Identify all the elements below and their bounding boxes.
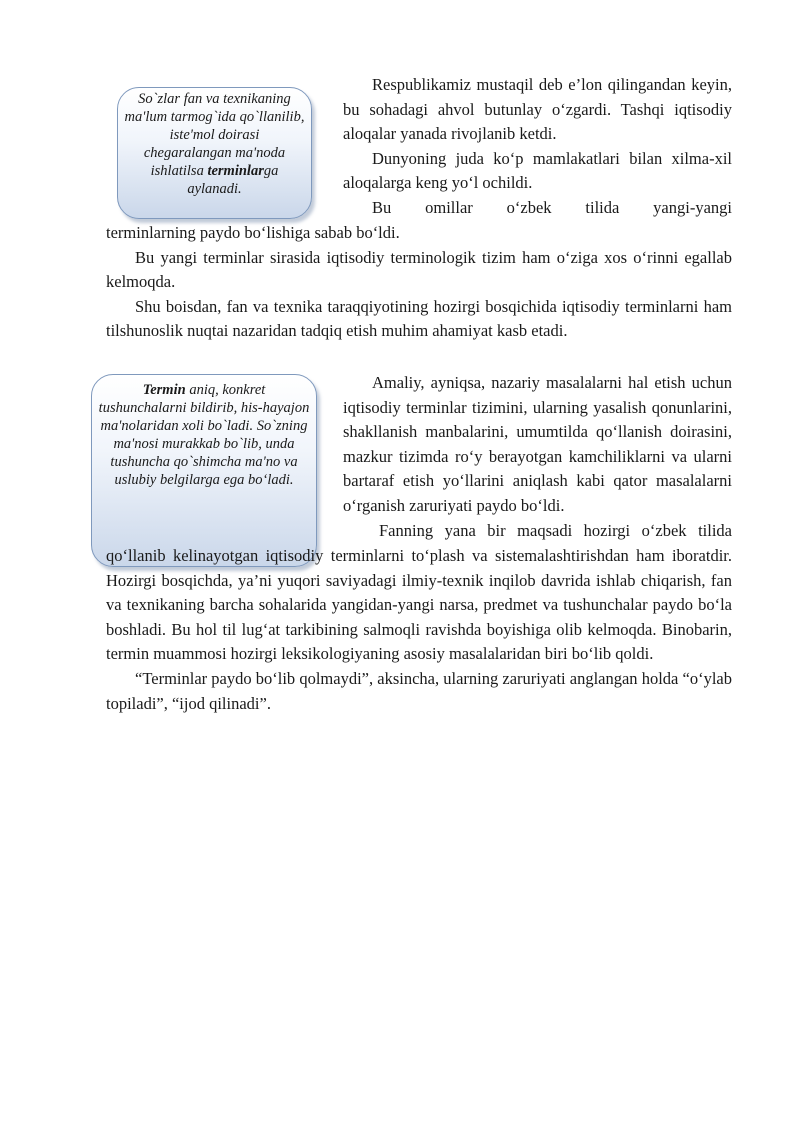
text-block-bottom xyxy=(106,544,732,716)
paragraph: qo‘llanib kelinayotgan iqtisodiy terminlarni to‘plash va sistemalashtirishdan ham iboratdir. Hozirgi bosqichda, ya’ni yuqori saviyadagi ilmiy-texnik inqilob davrida ishlab chiqarish, fan va texnikaning barcha sohalarida yangidan-yangi narsa, predmet va tushunchalar paydo bo‘la boshladi. Bu hol til lug‘at tarkibining salmoqli ravishda boyishiga olib kelmoqda. Binobarin, termin muammosi hozirgi leksikologiyaning asosiy masalalaridan biri bo‘lib qoldi. xyxy=(106,546,732,664)
text-block-full-width xyxy=(106,221,732,344)
paragraph: Bu yangi terminlar sirasida iqtisodiy terminologik tizim ham o‘ziga xos o‘rinni egallab kelmoqda. xyxy=(106,247,732,292)
callout-text: aniq, konkret tushunchalarni bildirib, his-hayajon ma'nolaridan xoli bo`ladi. So`zning ma'nosi murakkab bo`lib, unda tushuncha qo`shimcha ma'no va uslubiy belgilarga ega bo‘ladi. xyxy=(98,382,310,488)
callout-text: ga aylanadi. xyxy=(187,163,279,197)
text-block-top-right xyxy=(343,73,732,221)
callout-emphasis: Termin xyxy=(142,382,186,398)
paragraph: Bu omillar o‘zbek tilida yangi-yangi xyxy=(372,197,732,217)
paragraph: Fanning yana bir maqsadi hozirgi o‘zbek tilida xyxy=(379,520,732,540)
paragraph: “Terminlar paydo bo‘lib qolmaydi”, aksincha, ularning zaruriyati anglangan holda “o‘ylab topiladi”, “ijod qilinadi”. xyxy=(106,668,732,713)
paragraph: Shu boisdan, fan va texnika taraqqiyotining hozirgi bosqichida iqtisodiy terminlarni ham tilshunoslik nuqtai nazaridan tadqiq etish muhim ahamiyat kasb etadi. xyxy=(106,296,732,341)
definition-callout-terminlar xyxy=(117,87,312,219)
text-block-middle-right xyxy=(343,371,732,543)
definition-callout-termin xyxy=(91,374,317,567)
paragraph: Dunyoning juda ko‘p mamlakatlari bilan xilma-xil aloqalarga keng yo‘l ochildi. xyxy=(343,148,732,193)
callout-emphasis: terminlar xyxy=(207,163,264,179)
paragraph: Amaliy, ayniqsa, nazariy masalalarni hal etish uchun iqtisodiy terminlar tizimini, ularning yasalish qonunlarini, shakllanish manbalarini, umumtilda qo‘llanish doirasini, mazkur tizimda ro‘y berayotgan kamchiliklarni va ularni bartaraf etish yo‘llarini aniqlash kabi qator masalalarni o‘rganish zaruriyati paydo bo‘ldi. xyxy=(343,373,732,515)
paragraph: terminlarning paydo bo‘lishiga sabab bo‘ldi. xyxy=(106,223,400,242)
callout-text: So`zlar fan va texnikaning ma'lum tarmog`ida qo`llanilib, iste'mol doirasi chegaralangan ma'noda ishlatilsa xyxy=(124,91,305,179)
paragraph: Respublikamiz mustaqil deb e’lon qilingandan keyin, bu sohadagi ahvol butunlay o‘zgardi. Tashqi iqtisodiy aloqalar yanada rivojlanib ketdi. xyxy=(343,75,732,144)
